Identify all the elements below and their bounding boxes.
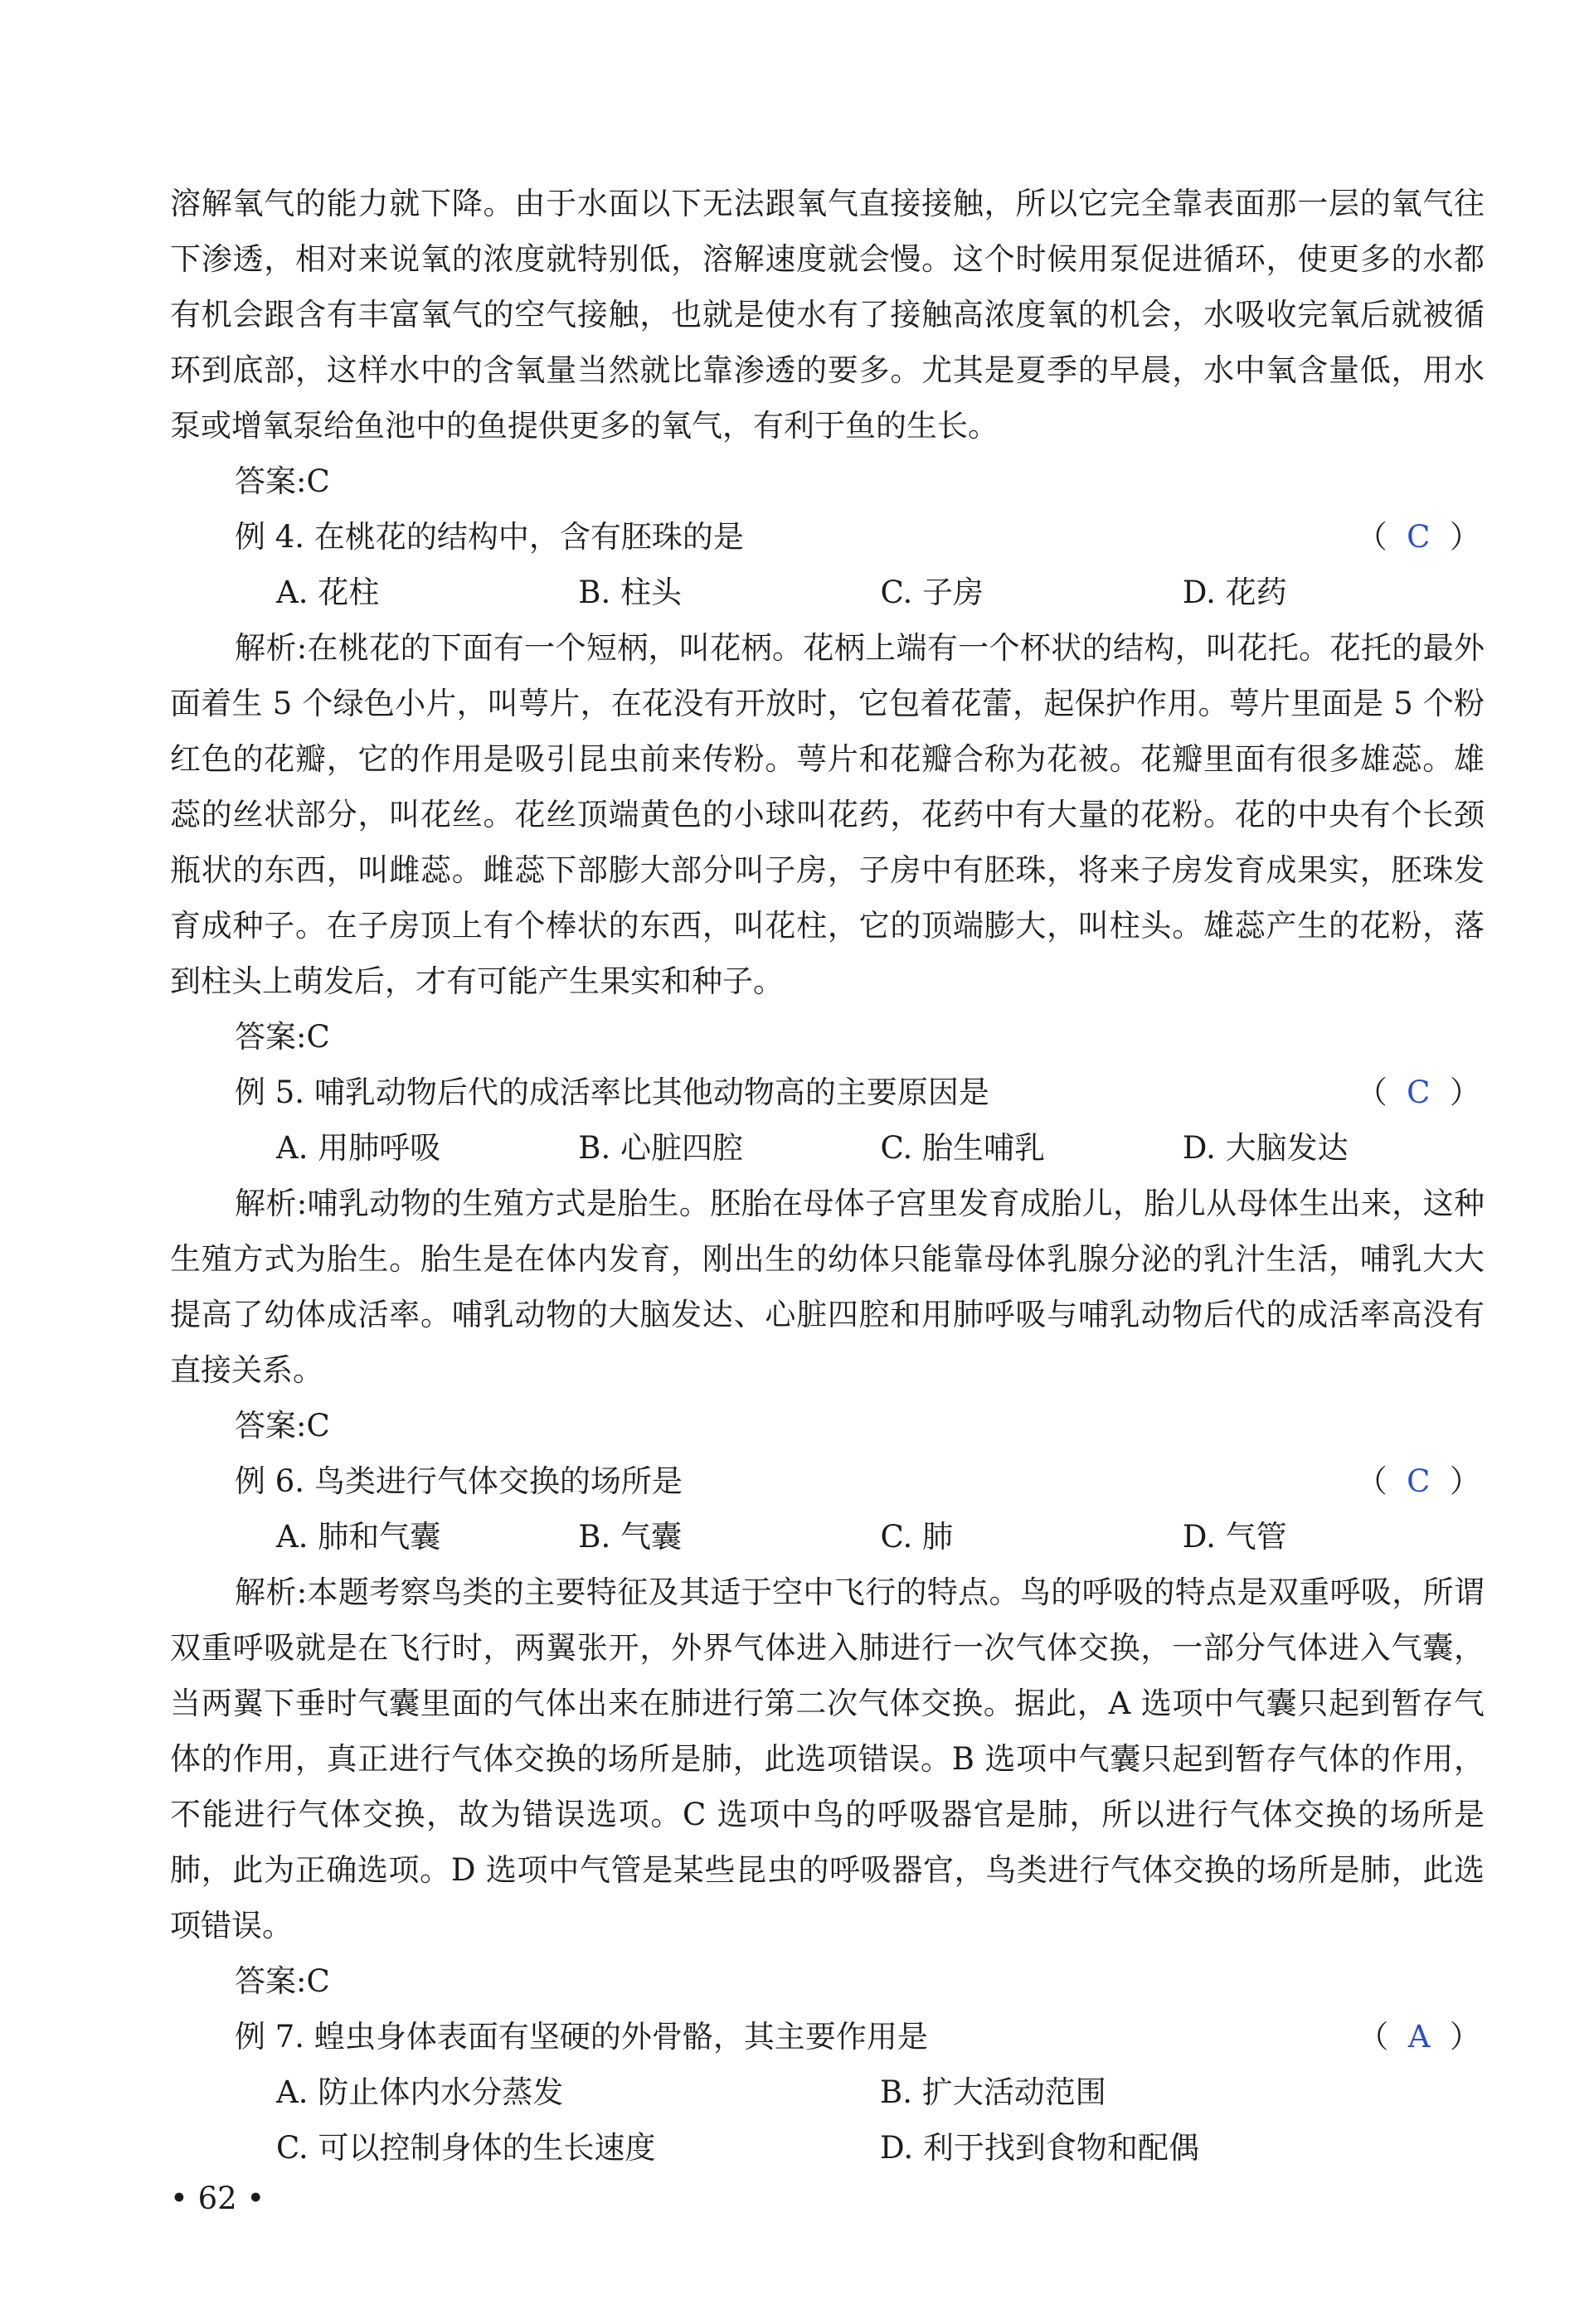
question-stem — [170, 2009, 1485, 2064]
answer-bracket: （ A ） — [1358, 2019, 1480, 2055]
answer-letter: A — [1407, 2019, 1431, 2055]
question-stem-text: 例 4. 在桃花的结构中，含有胚珠的是 — [235, 519, 744, 555]
answer-bracket: （ C ） — [1356, 1075, 1480, 1110]
option-a: A. 肺和气囊 — [276, 1519, 441, 1555]
question-stem-text: 例 7. 蝗虫身体表面有坚硬的外骨骼，其主要作用是 — [235, 2019, 928, 2055]
question-block-4 — [170, 509, 1485, 1065]
question-stem — [170, 1453, 1485, 1509]
answer-letter: C — [1407, 519, 1431, 555]
page-number: • 62 • — [170, 2181, 265, 2216]
answer-letter: C — [1407, 1075, 1431, 1110]
question-stem-text: 例 6. 鸟类进行气体交换的场所是 — [235, 1463, 683, 1499]
question-block-5 — [170, 1065, 1485, 1453]
document-page — [170, 176, 1485, 2176]
intro-answer: 答案:C — [235, 463, 330, 499]
answer-bracket: （ C ） — [1356, 1463, 1480, 1499]
question-stem — [170, 1065, 1485, 1120]
option-a: A. 防止体内水分蒸发 — [276, 2074, 564, 2110]
options-row — [170, 1509, 1485, 1565]
option-b: B. 柱头 — [578, 575, 682, 610]
option-a: A. 用肺呼吸 — [276, 1130, 441, 1166]
answer-line: 答案:C — [235, 1019, 330, 1055]
option-d: D. 大脑发达 — [1182, 1130, 1349, 1166]
options-row — [170, 2120, 1485, 2176]
question-stem-text: 例 5. 哺乳动物后代的成活率比其他动物高的主要原因是 — [235, 1075, 989, 1110]
option-c: C. 胎生哺乳 — [880, 1130, 1046, 1166]
analysis-paragraph: 解析:本题考察鸟类的主要特征及其适于空中飞行的特点。鸟的呼吸的特点是双重呼吸，所谓双重呼吸就是在飞行时，两翼张开，外界气体进入肺进行一次气体交换，一部分气体进入气囊，当两翼下垂时气囊里面的气体出来在肺进行第二次气体交换。据此，A 选项中气囊只起到暂存气体的作用，真正进行气体交换的场所是肺，此选项错误。B 选项中气囊只起到暂存气体的作用，不能进行气体交换，故为错误选项。C 选项中鸟的呼吸器官是肺，所以进行气体交换的场所是肺，此为正确选项。D 选项中气管是某些昆虫的呼吸器官，鸟类进行气体交换的场所是肺，此选项错误。 — [170, 1574, 1485, 1943]
option-b: B. 气囊 — [578, 1519, 682, 1555]
option-c: C. 可以控制身体的生长速度 — [276, 2130, 656, 2166]
option-d: D. 花药 — [1182, 575, 1287, 610]
options-row — [170, 565, 1485, 620]
option-d: D. 利于找到食物和配偶 — [880, 2130, 1199, 2166]
answer-line: 答案:C — [235, 1408, 330, 1443]
analysis-paragraph: 解析:在桃花的下面有一个短柄，叫花柄。花柄上端有一个杯状的结构，叫花托。花托的最外面着生 5 个绿色小片，叫萼片，在花没有开放时，它包着花蕾，起保护作用。萼片里面是 5 个粉红色的花瓣，它的作用是吸引昆虫前来传粉。萼片和花瓣合称为花被。花瓣里面有很多雄蕊。雄蕊的丝状部分，叫花丝。花丝顶端黄色的小球叫花药，花药中有大量的花粉。花的中央有个长颈瓶状的东西，叫雌蕊。雌蕊下部膨大部分叫子房，子房中有胚珠，将来子房发育成果实，胚珠发育成种子。在子房顶上有个棒状的东西，叫花柱，它的顶端膨大，叫柱头。雄蕊产生的花粉，落到柱头上萌发后，才有可能产生果实和种子。 — [170, 630, 1485, 999]
answer-line: 答案:C — [235, 1963, 330, 1999]
option-d: D. 气管 — [1182, 1519, 1287, 1555]
options-row — [170, 1120, 1485, 1176]
options-row — [170, 2064, 1485, 2120]
question-block-6 — [170, 1453, 1485, 2009]
question-block-7 — [170, 2009, 1485, 2176]
option-a: A. 花柱 — [276, 575, 380, 610]
analysis-paragraph: 解析:哺乳动物的生殖方式是胎生。胚胎在母体子宫里发育成胎儿，胎儿从母体生出来，这种生殖方式为胎生。胎生是在体内发育，刚出生的幼体只能靠母体乳腺分泌的乳汁生活，哺乳大大提高了幼体成活率。哺乳动物的大脑发达、心脏四腔和用肺呼吸与哺乳动物后代的成活率高没有直接关系。 — [170, 1186, 1485, 1388]
intro-paragraph: 溶解氧气的能力就下降。由于水面以下无法跟氧气直接接触，所以它完全靠表面那一层的氧气往下渗透，相对来说氧的浓度就特别低，溶解速度就会慢。这个时候用泵促进循环，使更多的水都有机会跟含有丰富氧气的空气接触，也就是使水有了接触高浓度氧的机会，水吸收完氧后就被循环到底部，这样水中的含氧量当然就比靠渗透的要多。尤其是夏季的早晨，水中氧含量低，用水泵或增氧泵给鱼池中的鱼提供更多的氧气，有利于鱼的生长。 — [170, 186, 1485, 444]
answer-letter: C — [1407, 1463, 1431, 1499]
option-b: B. 心脏四腔 — [578, 1130, 743, 1166]
answer-bracket: （ C ） — [1356, 519, 1480, 555]
option-c: C. 肺 — [880, 1519, 954, 1555]
question-stem — [170, 509, 1485, 565]
option-c: C. 子房 — [880, 575, 984, 610]
option-b: B. 扩大活动范围 — [880, 2074, 1106, 2110]
